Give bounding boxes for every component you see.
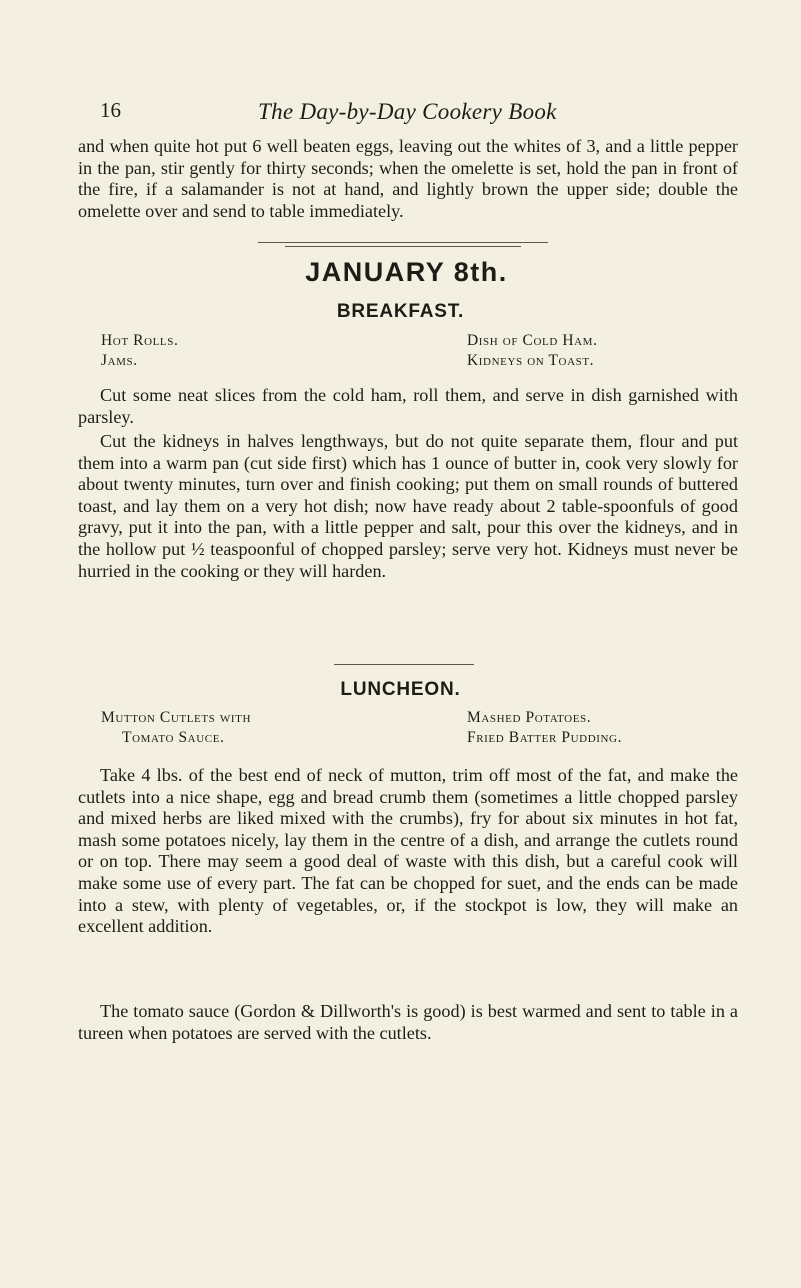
page-number: 16 — [100, 98, 121, 122]
section-divider — [334, 664, 474, 665]
luncheon-heading: LUNCHEON. — [340, 679, 461, 700]
menu-item: Jams. — [101, 352, 138, 369]
intro-paragraph: and when quite hot put 6 well beaten eggs, leaving out the whites of 3, and a little pepper in the pan, stir gently for thirty seconds; when the omelette is set, hold the pan in front of the fire, if a salamander is not at hand, and lightly brown the upper side; double the omelette over and send to table immediately. — [78, 136, 738, 221]
menu-item: Dish of Cold Ham. — [467, 332, 598, 349]
menu-item: Tomato Sauce. — [122, 729, 225, 746]
menu-item: Mutton Cutlets with — [101, 709, 251, 726]
luncheon-menu-left — [101, 708, 251, 748]
breakfast-heading: BREAKFAST. — [336, 301, 465, 322]
breakfast-paragraph: Cut some neat slices from the cold ham, roll them, and serve in dish garnished with parsley. — [78, 385, 738, 427]
section-divider-inner — [285, 246, 521, 247]
day-heading: JANUARY 8th. — [305, 257, 508, 287]
breakfast-menu-left — [101, 331, 178, 371]
menu-item: Kidneys on Toast. — [467, 352, 595, 369]
running-title: The Day-by-Day Cookery Book — [258, 99, 557, 124]
section-divider — [258, 242, 548, 243]
luncheon-paragraph: The tomato sauce (Gordon & Dillworth's is good) is best warmed and sent to table in a tureen when potatoes are served with the cutlets. — [78, 1001, 738, 1043]
menu-item: Fried Batter Pudding. — [467, 729, 623, 746]
luncheon-menu-right — [467, 708, 622, 748]
menu-item: Mashed Potatoes. — [467, 709, 592, 726]
breakfast-paragraph: Cut the kidneys in halves lengthways, but do not quite separate them, flour and put them into a warm pan (cut side first) which has 1 ounce of butter in, cook very slowly for about twenty minutes, turn over and finish cooking; put them on small rounds of buttered toast, and lay them on a very hot dish; now have ready about 2 table-spoonfuls of good gravy, put it into the pan, with a little pepper and salt, pour this over the kidneys, and in the hollow put ½ teaspoonful of chopped parsley; serve very hot. Kidneys must never be hurried in the cooking or they will harden. — [78, 431, 738, 581]
menu-item: Hot Rolls. — [101, 332, 179, 349]
breakfast-menu-right — [467, 331, 598, 371]
luncheon-paragraph: Take 4 lbs. of the best end of neck of mutton, trim off most of the fat, and make the cutlets into a nice shape, egg and bread crumb them (sometimes a little chopped parsley and mixed herbs are liked mixed with the crumbs), fry for about six minutes in hot fat, mash some potatoes nicely, lay them in the centre of a dish, and arrange the cutlets round or on top. There may seem a good deal of waste with this dish, but a careful cook will make some use of every part. The fat can be chopped for suet, and the ends can be made into a stew, with plenty of vegetables, or, if the stockpot is low, they will make an excellent addition. — [78, 765, 738, 937]
